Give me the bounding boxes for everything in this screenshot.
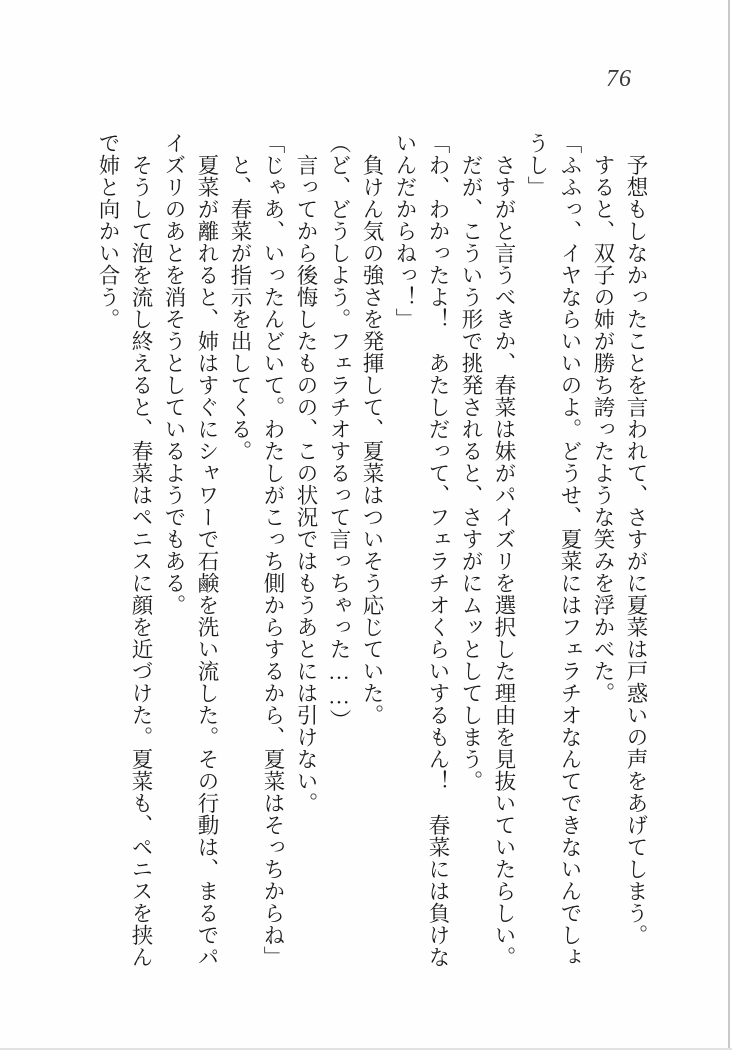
text-line: 「ふふっ、イヤならいいのよ。どうせ、夏菜にはフェラチオなんてできないんでしょ (558, 132, 582, 968)
text-line: うし」 (525, 132, 549, 198)
text-line: 言ってから後悔したものの、この状況ではもうあとには引けない。 (294, 132, 318, 814)
text-line: 予想もしなかったことを言われて、さすがに夏菜は戸惑いの声をあげてしまう。 (624, 132, 648, 946)
page-edge-right (728, 0, 730, 1050)
page-number: 76 (606, 66, 632, 92)
text-line: さすがと言うべきか、春菜は妹がパイズリを選択した理由を見抜いていたらしい。 (492, 132, 516, 968)
text-line: いんだからねっ！」 (393, 132, 417, 330)
text-line: イズリのあとを消そうとしているようでもある。 (162, 132, 186, 616)
text-line: 夏菜が離れると、姉はすぐにシャワーで石鹸を洗い流した。その行動は、まるでパ (195, 132, 219, 968)
text-line: 「わ、わかったよ！ あたしだって、フェラチオくらいするもん！ 春菜には負けな (426, 132, 450, 968)
text-line: 「じゃあ、いったんどいて。わたしがこっち側からするから、夏菜はそっちからね」 (261, 132, 285, 968)
text-line: すると、双子の姉が勝ち誇ったような笑みを浮かべた。 (591, 132, 615, 704)
text-line: と、春菜が指示を出してくる。 (228, 132, 252, 462)
text-line: （ど、どうしよう。フェラチオするって言っちゃった……） (327, 132, 351, 731)
body-text (91, 132, 652, 970)
text-line: だが、こういう形で挑発されると、さすがにムッとしてしまう。 (459, 132, 483, 792)
text-line: 負けん気の強さを発揮して、夏菜はついそう応じていた。 (360, 132, 384, 726)
text-line: そうして泡を流し終えると、春菜はペニスに顔を近づけた。夏菜も、ペニスを挟ん (129, 132, 153, 968)
text-line: で姉と向かい合う。 (96, 132, 120, 330)
